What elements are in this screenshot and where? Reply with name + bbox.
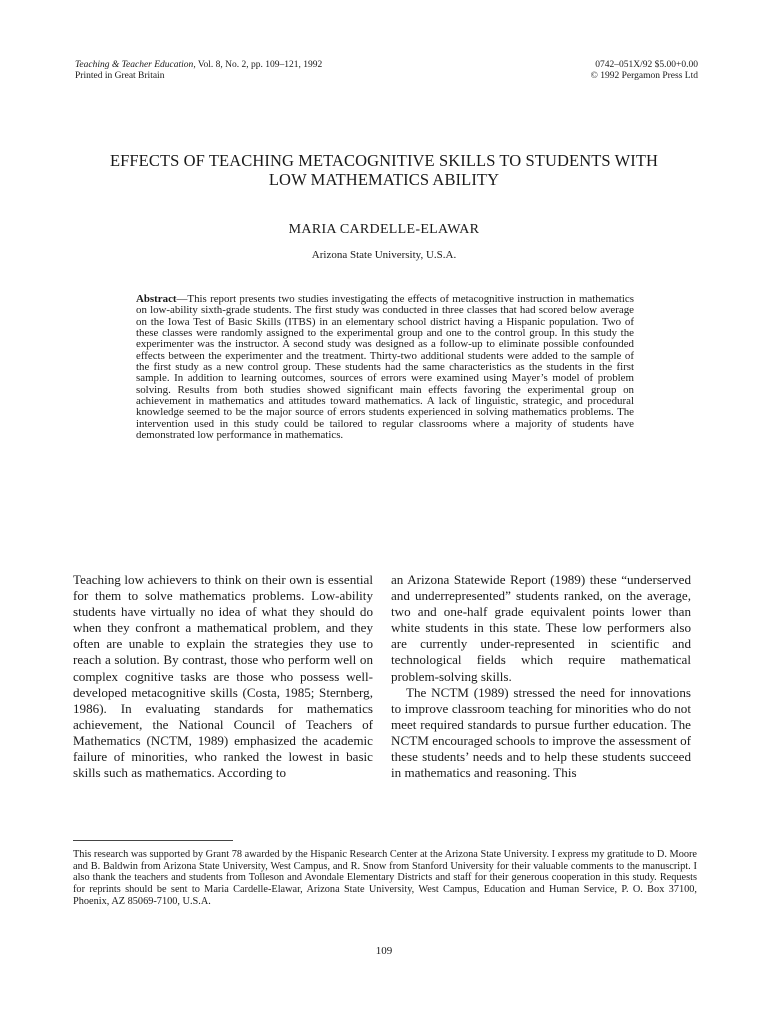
footnote-divider [73, 840, 233, 841]
journal-citation-line [75, 60, 322, 71]
paper-title [60, 151, 708, 189]
body-paragraph: an Arizona Statewide Report (1989) these “underserved and underrepresented” students ranked, on the average, two and one-half grade equivalent points lower than white students in this state. These low performers also are currently under-represented in scientific and technological fields which require mathematical problem-solving skills. [391, 572, 691, 684]
footnote-text: This research was supported by Grant 78 awarded by the Hispanic Research Center at the Arizona State University. I express my gratitude to D. Moore and B. Baldwin from Arizona State University, West Campus, and R. Snow from Stanford University for their valuable comments to the manuscript. I also thank the teachers and students from Tolleson and Avondale Elementary Districts and staff for their generous cooperation in this study. Requests for reprints should be sent to Maria Cardelle-Elawar, Arizona State University, West Campus, Education and Human Service, P. O. Box 37100, Phoenix, AZ 85069-7100, U.S.A. [73, 849, 697, 907]
journal-citation-header [75, 60, 322, 82]
publisher-header [591, 60, 698, 82]
page-number: 109 [375, 945, 393, 957]
printed-location: Printed in Great Britain [75, 71, 165, 81]
abstract-label: Abstract [136, 293, 177, 305]
paper-title-line-2: LOW MATHEMATICS ABILITY [268, 170, 500, 189]
journal-volume-pages: , Vol. 8, No. 2, pp. 109–121, 1992 [193, 60, 323, 70]
author-affiliation: Arizona State University, U.S.A. [311, 249, 457, 261]
copyright-notice: © 1992 Pergamon Press Ltd [590, 71, 698, 81]
body-column-right [391, 572, 691, 781]
footnote [73, 849, 697, 908]
body-column-left [73, 572, 373, 781]
abstract-text: —This report presents two studies investigating the effects of metacognitive instruction in mathematics on low-ability sixth-grade students. The first study was conducted in three classes that had scored below average on the Iowa Test of Basic Skills (ITBS) in an elementary school district having a Hispanic population. Two of these classes were randomly assigned to the experimental group and one to the control group. In this study the experimenter was the instructor. A second study was designed as a follow-up to eliminate possible confounded effects between the experimenter and the treatment. Thirty-two additional students were added to the sample of the first study as a new control group. These students had the same characteristics as the students in the first sample. In addition to learning outcomes, sources of errors were examined using Mayer’s model of problem solving. Results from both studies showed significant main effects favoring the experimental group on achievement in mathematics and attitudes toward mathematics. A lack of linguistic, strategic, and procedural knowledge seemed to be the major source of errors students experienced in solving mathematics problems. The intervention used in this study could be tailored to regular classrooms where a majority of students have demonstrated low performance in mathematics. [136, 293, 634, 442]
author-name: MARIA CARDELLE-ELAWAR [288, 222, 480, 237]
issn-price: 0742–051X/92 $5.00+0.00 [595, 60, 698, 70]
journal-name: Teaching & Teacher Education [75, 60, 194, 70]
abstract [136, 294, 634, 441]
paper-title-line-1: EFFECTS OF TEACHING METACOGNITIVE SKILLS TO STUDENTS WITH [109, 151, 659, 170]
body-paragraph: The NCTM (1989) stressed the need for innovations to improve classroom teaching for minorities who do not meet required standards to pursue further education. The NCTM encouraged schools to improve the assessment of these students’ needs and to help these students succeed in mathematics and reasoning. This [391, 684, 691, 781]
body-paragraph: Teaching low achievers to think on their own is essential for them to solve mathematics problems. Low-ability students have virtually no idea of what they should do when they confront a mathematical problem, and they often are unable to explain the strategies they use to reach a solution. By contrast, those who perform well on complex cognitive tasks are those who possess well-developed metacognitive skills (Costa, 1985; Sternberg, 1986). In evaluating standards for mathematics achievement, the National Council of Teachers of Mathematics (NCTM, 1989) emphasized the academic failure of minorities, who ranked the lowest in basic skills such as mathematics. According to [73, 572, 373, 781]
